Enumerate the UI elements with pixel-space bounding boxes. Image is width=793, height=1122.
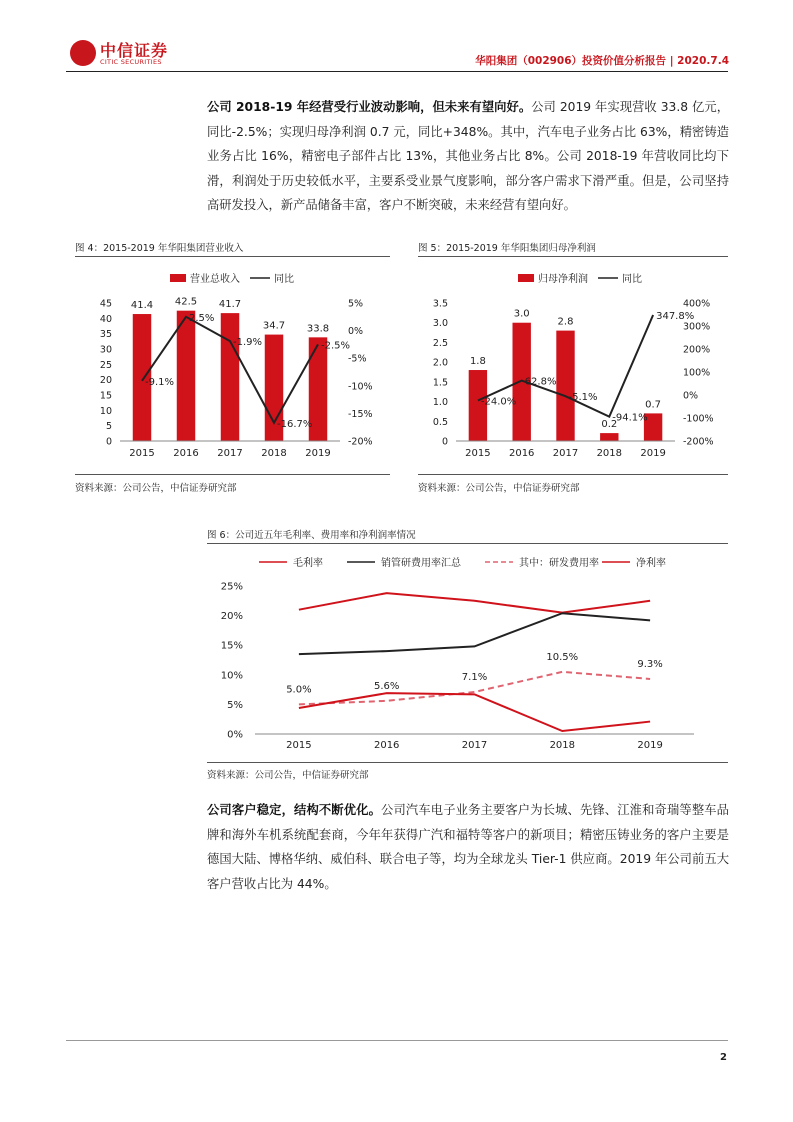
legend-label: 毛利率: [293, 558, 323, 569]
bar-value-label: 34.7: [262, 320, 286, 332]
fig4-top-rule: [75, 256, 390, 257]
y-right-tick: 5%: [348, 298, 364, 310]
header-divider: [66, 71, 728, 72]
y-right-tick: -200%: [683, 436, 714, 448]
series-line: [299, 613, 650, 654]
y-tick: 0%: [227, 729, 243, 741]
y-left-tick: 5: [105, 421, 112, 433]
fig5-title: 图 5：2015-2019 年华阳集团归母净利润: [418, 243, 596, 254]
y-left-tick: 20: [99, 375, 112, 387]
legend-label: 销管研费用率汇总: [381, 558, 461, 569]
y-left-tick: 0.5: [432, 416, 448, 428]
y-right-tick: -20%: [348, 436, 373, 448]
bar-value-label: 1.8: [469, 356, 486, 368]
y-left-tick: 2.0: [432, 357, 448, 369]
x-tick-label: 2017: [461, 740, 488, 751]
bar-value-label: 41.7: [218, 299, 242, 311]
y-tick: 25%: [220, 581, 243, 593]
y-right-tick: -15%: [348, 408, 373, 420]
y-left-tick: 2.5: [432, 337, 448, 349]
fig6-title: 图 6：公司近五年毛利率、费用率和净利润率情况: [207, 530, 416, 541]
series-data-label: 10.5%: [546, 651, 579, 663]
x-tick-label: 2016: [373, 740, 400, 751]
paragraph-customers-body: 公司汽车电子业务主要客户为长城、先锋、江淮和奇瑞等整车品牌和海外车机系统配套商，今年年获得广汽和福特等客户的新项目；精密压铸业务的客户主要是德国大陆、博格华纳、威伯科、联合电子等，均为全球龙头 Tier-1 供应商。2019 年公司前五大客户营收占比为 44%。: [207, 803, 729, 891]
x-tick-label: 2019: [637, 740, 663, 751]
y-right-tick: 400%: [683, 298, 711, 310]
fig4-title: 图 4：2015-2019 年华阳集团营业收入: [75, 243, 244, 254]
bar: [221, 313, 239, 441]
paragraph-customers-lead: 公司客户稳定，结构不断优化。: [207, 803, 382, 817]
growth-label: -2.5%: [321, 340, 351, 352]
legend-bar-swatch: [518, 274, 534, 282]
y-left-tick: 0: [105, 436, 112, 448]
series-line: [299, 693, 650, 731]
growth-label: -5.1%: [568, 392, 598, 404]
y-left-tick: 30: [99, 344, 112, 356]
fig6-bottom-rule: [207, 762, 728, 763]
fig4-source: 资料来源：公司公告，中信证券研究部: [75, 483, 237, 494]
fig4-chart: [75, 262, 390, 474]
fig6-source: 资料来源：公司公告，中信证券研究部: [207, 770, 369, 781]
fig5-top-rule: [418, 256, 728, 257]
paragraph-performance: [207, 95, 729, 218]
page-number: 2: [720, 1052, 727, 1063]
series-data-label: 7.1%: [461, 671, 488, 683]
y-tick: 5%: [227, 699, 243, 711]
paragraph-performance-lead: 公司 2018-19 年经营受行业波动影响，但未来有望向好。: [207, 100, 532, 114]
fig6-chart: [207, 548, 728, 760]
growth-label: -94.1%: [612, 412, 648, 424]
y-right-tick: -10%: [348, 381, 373, 393]
bar-value-label: 2.8: [557, 316, 574, 328]
bar-value-label: 41.4: [130, 300, 154, 312]
y-right-tick: 100%: [683, 367, 711, 379]
growth-label: -9.1%: [145, 376, 175, 388]
x-tick-label: 2018: [261, 448, 287, 459]
x-tick-label: 2016: [508, 448, 535, 459]
legend-label: 净利率: [636, 558, 666, 569]
bar-value-label: 0.2: [601, 419, 618, 431]
paragraph-customers: [207, 798, 729, 896]
x-tick-label: 2018: [549, 740, 576, 751]
fig6-top-rule: [207, 543, 728, 544]
y-left-tick: 3.0: [432, 318, 448, 330]
logo-english: CITIC SECURITIES: [100, 58, 162, 66]
y-left-tick: 40: [99, 313, 112, 325]
fig5-source: 资料来源：公司公告，中信证券研究部: [418, 483, 580, 494]
y-left-tick: 25: [99, 359, 112, 371]
series-data-label: 9.3%: [637, 658, 663, 670]
legend-bar-swatch: [170, 274, 186, 282]
y-tick: 15%: [220, 640, 243, 652]
y-right-tick: 300%: [683, 321, 711, 333]
legend-bar-label: 营业总收入: [190, 274, 240, 285]
x-tick-label: 2019: [640, 448, 666, 459]
growth-label: -24.0%: [480, 396, 517, 408]
x-tick-label: 2015: [286, 740, 312, 751]
x-tick-label: 2019: [305, 448, 331, 459]
bar-value-label: 0.7: [645, 399, 662, 411]
fig4-bottom-rule: [75, 474, 390, 475]
growth-label: -1.9%: [233, 337, 263, 349]
footer-divider: [66, 1040, 728, 1041]
y-left-tick: 1.5: [432, 377, 448, 389]
y-left-tick: 45: [99, 298, 112, 310]
x-tick-label: 2018: [596, 448, 623, 459]
growth-label: -16.7%: [277, 418, 313, 430]
y-left-tick: 15: [99, 390, 112, 402]
legend-label: 其中：研发费用率: [519, 558, 599, 569]
y-right-tick: 0%: [683, 390, 699, 402]
x-tick-label: 2017: [552, 448, 579, 459]
citic-logo-icon: [70, 40, 96, 66]
legend-line-label: 同比: [274, 274, 294, 285]
paragraph-performance-body: 公司 2019 年实现营收 33.8 亿元，同比-2.5%；实现归母净利润 0.7 元，同比+348%。其中，汽车电子业务占比 63%，精密铸造业务占比 16%，精密电子部件占比 13%，其他业务占比 8%。公司 2018-19 年营收同比均下滑，利润处于历史较低水平，主要系受业景气度影响，部分客户需求下滑严重。但是，公司坚持高研发投入，新产品储备丰富，客户不断突破，未来经营有望向好。: [207, 100, 729, 212]
y-right-tick: -5%: [348, 353, 367, 365]
report-title: 华阳集团（002906）投资价值分析报告 | 2020.7.4: [475, 55, 729, 67]
x-tick-label: 2016: [173, 448, 199, 459]
logo-name: 中信证券: [100, 41, 169, 60]
x-tick-label: 2017: [217, 448, 243, 459]
fig5-chart: [418, 262, 728, 474]
legend-bar-label: 归母净利润: [538, 274, 588, 285]
series-line: [299, 593, 650, 613]
fig5-bottom-rule: [418, 474, 728, 475]
y-left-tick: 35: [99, 329, 112, 341]
bar: [600, 433, 618, 441]
y-right-tick: -100%: [683, 413, 714, 425]
y-right-tick: 0%: [348, 326, 364, 338]
y-left-tick: 10: [99, 405, 112, 417]
y-right-tick: 200%: [683, 344, 711, 356]
growth-label: 62.8%: [524, 376, 557, 388]
bar: [177, 311, 195, 441]
bar: [556, 331, 574, 441]
legend-line-label: 同比: [622, 274, 642, 285]
series-data-label: 5.6%: [373, 680, 400, 692]
bar-value-label: 33.8: [306, 323, 330, 335]
bar-value-label: 3.0: [513, 308, 530, 320]
y-tick: 20%: [220, 611, 243, 623]
series-data-label: 5.0%: [286, 684, 312, 696]
x-tick-label: 2015: [129, 448, 155, 459]
y-tick: 10%: [220, 670, 243, 682]
growth-label: 347.8%: [656, 311, 695, 323]
growth-label: 2.5%: [189, 312, 215, 324]
y-left-tick: 1.0: [432, 397, 448, 409]
x-tick-label: 2015: [465, 448, 491, 459]
y-left-tick: 3.5: [432, 298, 448, 310]
y-left-tick: 0: [441, 436, 448, 448]
bar-value-label: 42.5: [174, 296, 198, 308]
